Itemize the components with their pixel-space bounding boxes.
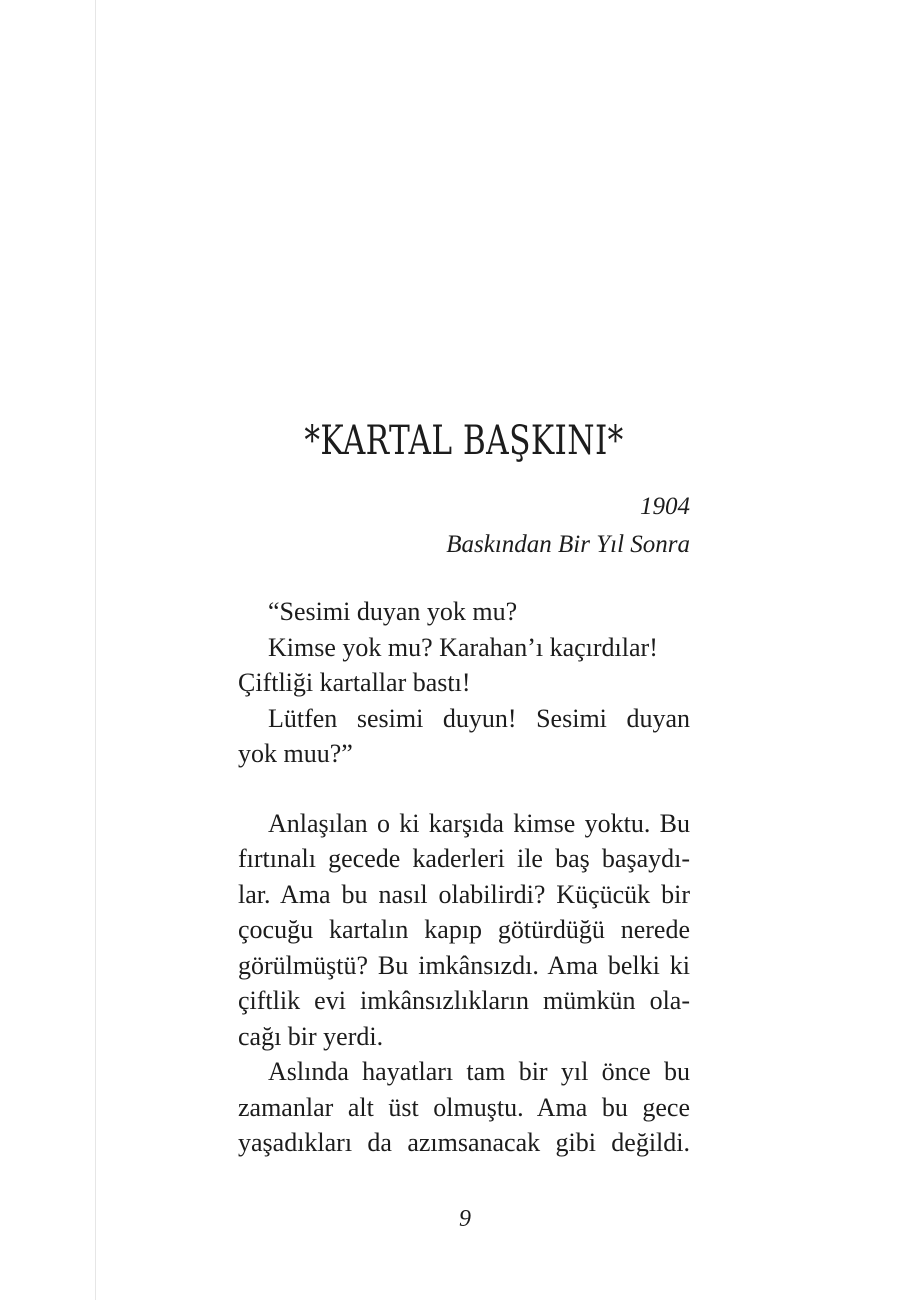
text-line: Aslında hayatları tam bir yıl önce bu (268, 1057, 690, 1086)
chapter-title: *KARTAL BAŞKINI* (304, 418, 624, 464)
text-line: görülmüştü? Bu imkânsızdı. Ama belki ki (238, 950, 690, 980)
text-line: yok muu?” (238, 739, 353, 768)
text-line: çocuğu kartalın kapıp götürdüğü nerede (238, 915, 690, 944)
chapter-epigraph (238, 488, 690, 564)
paragraph-gap (238, 772, 690, 806)
text-line: çiftlik evi imkânsızlıkların mümkün ola- (238, 986, 690, 1015)
gutter-line (95, 0, 96, 1300)
text-line: “Sesimi duyan yok mu? (268, 597, 518, 626)
text-line: zamanlar alt üst olmuştu. Ama bu gece (238, 1092, 690, 1122)
page-number: 9 (459, 1206, 471, 1232)
text-line: yaşadıkları da azımsanacak gibi değildi. (238, 1128, 690, 1157)
epigraph-year: 1904 (640, 493, 690, 520)
text-line: fırtınalı gecede kaderleri ile baş başaydı- (238, 844, 690, 873)
text-line: lar. Ama bu nasıl olabilirdi? Küçücük bir (238, 879, 690, 909)
body-text (238, 594, 690, 1161)
text-line: Çiftliği kartallar bastı! (238, 668, 471, 697)
epigraph-subtitle: Baskından Bir Yıl Sonra (446, 531, 690, 558)
text-line: cağı bir yerdi. (238, 1021, 384, 1051)
text-line: Kimse yok mu? Karahan’ı kaçırdılar! (268, 632, 658, 662)
text-line: Lütfen sesimi duyun! Sesimi duyan (268, 703, 690, 733)
text-line: Anlaşılan o ki karşıda kimse yoktu. Bu (268, 808, 690, 838)
